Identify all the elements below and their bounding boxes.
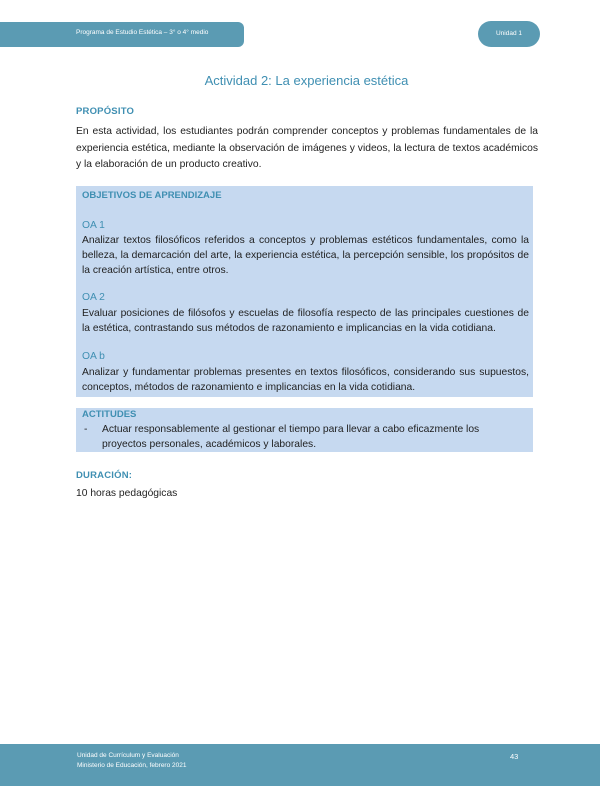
list-bullet: - — [84, 424, 88, 435]
unit-badge: Unidad 1 — [478, 21, 540, 47]
objective-code: OA b — [82, 351, 105, 362]
purpose-label: PROPÓSITO — [76, 106, 135, 117]
footer-ministry: Ministerio de Educación, febrero 2021 — [77, 762, 187, 769]
objective-text: Analizar y fundamentar problemas presentes en textos filosóficos, considerando sus supuestos, conceptos, métodos de razonamiento e implicancias en la vida cotidiana. — [82, 367, 529, 393]
attitudes-box — [76, 408, 533, 452]
footer-unit: Unidad de Currículum y Evaluación — [77, 752, 179, 759]
objective-code: OA 1 — [82, 220, 105, 231]
objectives-heading: OBJETIVOS DE APRENDIZAJE — [82, 190, 222, 201]
duration-label: DURACIÓN: — [76, 470, 133, 481]
objective-text: Evaluar posiciones de filósofos y escuelas de filosofía respecto de las principales cuestiones de la estética, contrastando sus métodos de razonamiento e implicancias en la vida cotidiana. — [82, 308, 529, 334]
program-title: Programa de Estudio Estética – 3° o 4° medio — [76, 29, 209, 36]
page-number: 43 — [510, 752, 519, 761]
activity-title: Actividad 2: La experiencia estética — [204, 73, 409, 88]
objective-code: OA 2 — [82, 292, 105, 303]
objective-text: Analizar textos filosóficos referidos a conceptos y problemas estéticos fundamentales, como la belleza, la demarcación del arte, la experiencia estética, la percepción sensible, los propósitos de la creación artística, entre otros. — [82, 235, 529, 276]
footer-bar — [0, 744, 600, 786]
attitudes-heading: ACTITUDES — [82, 409, 137, 420]
purpose-text: En esta actividad, los estudiantes podrán comprender conceptos y problemas fundamentales de la experiencia estética, mediante la observación de imágenes y videos, la lectura de textos académicos y la elaboración de un producto creativo. — [76, 126, 538, 170]
attitude-item: Actuar responsablemente al gestionar el tiempo para llevar a cabo eficazmente los proyectos personales, académicos y laborales. — [102, 424, 480, 450]
header-bar — [0, 22, 244, 47]
duration-value: 10 horas pedagógicas — [76, 488, 178, 499]
learning-objectives-box — [76, 186, 533, 397]
